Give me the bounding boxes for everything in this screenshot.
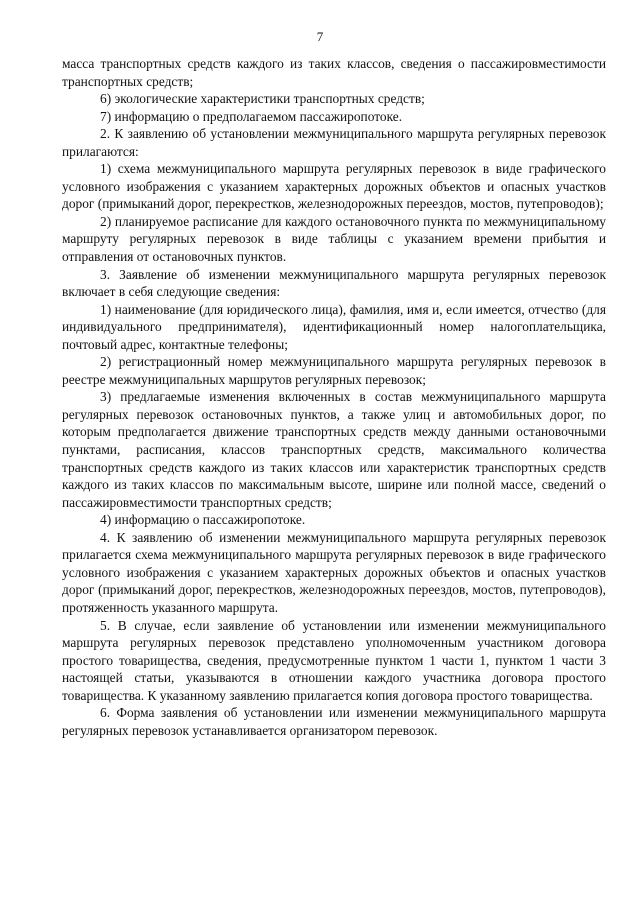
paragraph-item-6: 6) экологические характеристики транспортных средств; <box>100 91 425 107</box>
page-number: 7 <box>316 29 324 44</box>
paragraph-section-3-item-1: 1) наименование (для юридического лица), фамилия, имя и, если имеется, отчество (для индивидуального предпринимателя), идентификационный номер налогоплательщика, почтовый адрес, контактные телефоны; <box>62 301 606 352</box>
paragraph-section-4: 4. К заявлению об изменении межмуниципального маршрута регулярных перевозок прилагается схема межмуниципального маршрута регулярных перевозок в виде графического условного изображения с указанием характерных дорожных объектов и опасных участков дорог (примыканий дорог, перекрестков, железнодорожных переездов, мостов, путепроводов), протяженность указанного маршрута. <box>62 529 606 615</box>
paragraph-section-2-item-2: 2) планируемое расписание для каждого остановочного пункта по межмуниципальному маршруту регулярных перевозок в виде таблицы с указанием времени прибытия и отправления от остановочных пунктов. <box>62 213 606 265</box>
paragraph-section-3-item-3: 3) предлагаемые изменения включенных в состав межмуниципального маршрута регулярных перевозок остановочных пунктов, а также улиц и автомобильных дорог, по которым предполагается движение транспортных средств между данными остановочными пунктами, расписания, классов транспортных средств, максимального количества транспортных средств каждого из таких классов или характеристик транспортных средств каждого из таких классов по максимальным высоте, ширине или полной массе, сведений о пассажировместимости транспортных средств; <box>62 389 606 510</box>
paragraph-section-6: 6. Форма заявления об установлении или изменении межмуниципального маршрута регулярных перевозок устанавливается организатором перевозок. <box>62 705 606 738</box>
paragraph-section-3-item-4: 4) информацию о пассажиропотоке. <box>100 512 306 528</box>
paragraph-section-5: 5. В случае, если заявление об установлении или изменении межмуниципального маршрута регулярных перевозок представлено уполномоченным участником договора простого товарищества, сведения, предусмотренные пунктом 1 части 1, пунктом 1 части 3 настоящей статьи, указываются в отношении каждого участника договора простого товарищества. К указанному заявлению прилагается копия договора простого товарищества. <box>62 617 606 703</box>
paragraph-item-7: 7) информацию о предполагаемом пассажиропотоке. <box>100 108 403 124</box>
paragraph-section-2-item-1: 1) схема межмуниципального маршрута регулярных перевозок в виде графического условного изображения с указанием характерных дорожных объектов и опасных участков дорог (примыканий дорог, перекрестков, железнодорожных переездов, мостов, путепроводов); <box>62 161 606 212</box>
document-body <box>62 55 606 739</box>
paragraph-continued: масса транспортных средств каждого из таких классов, сведения о пассажировместимости транспортных средств; <box>62 56 606 89</box>
paragraph-section-3-item-2: 2) регистрационный номер межмуниципального маршрута регулярных перевозок в реестре межмуниципальных маршрутов регулярных перевозок; <box>62 354 606 387</box>
paragraph-section-2: 2. К заявлению об установлении межмуниципального маршрута регулярных перевозок прилагаются: <box>62 126 606 159</box>
paragraph-section-3: 3. Заявление об изменении межмуниципального маршрута регулярных перевозок включает в себя следующие сведения: <box>62 266 606 300</box>
